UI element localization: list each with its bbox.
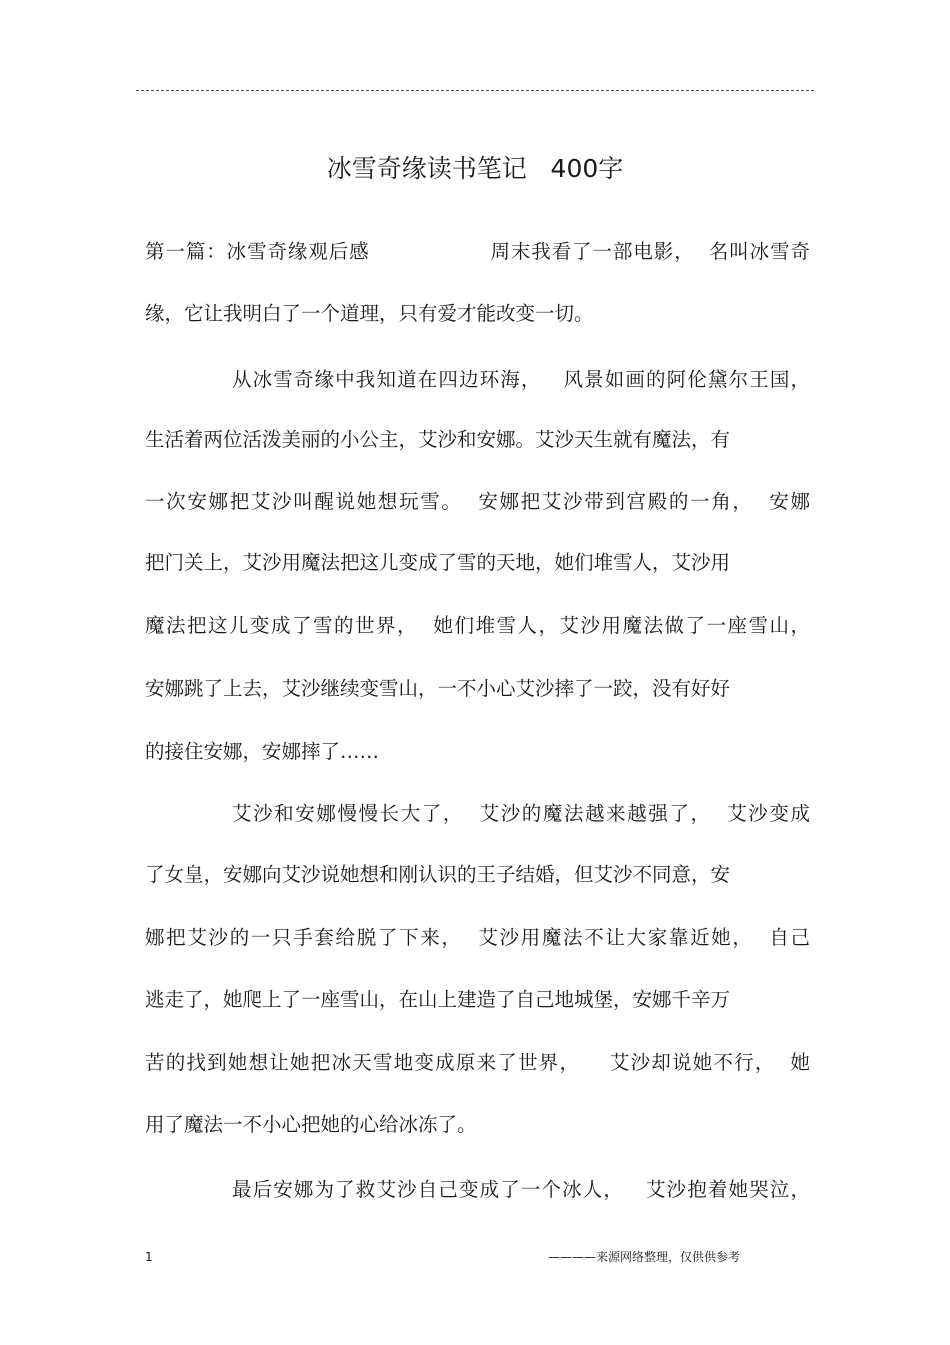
body-line-12: 娜把艾沙的一只手套给脱了下来， 艾沙用魔法不让大家靠近她， 自己 [145, 926, 810, 949]
page-number: 1 [145, 1250, 153, 1264]
footer-source-note: ————来源网络整理，仅供供参考 [548, 1250, 741, 1264]
body-line-13: 逃走了，她爬上了一座雪山，在山上建造了自己地城堡，安娜千辛万 [145, 988, 731, 1011]
body-line-7: 魔法把这儿变成了雪的世界， 她们堆雪人，艾沙用魔法做了一座雪山， [145, 614, 810, 637]
header-dashed-rule [136, 90, 814, 91]
body-line-3: 从冰雪奇缘中我知道在四边环海， 风景如画的阿伦黛尔王国， [232, 368, 810, 391]
body-line-5: 一次安娜把艾沙叫醒说她想玩雪。 安娜把艾沙带到宫殿的一角， 安娜 [145, 490, 810, 513]
body-line-4: 生活着两位活泼美丽的小公主，艾沙和安娜。艾沙天生就有魔法，有 [145, 428, 731, 451]
body-line-2: 缘，它让我明白了一个道理，只有爱才能改变一切。 [145, 302, 594, 325]
body-line-16: 最后安娜为了救艾沙自己变成了一个冰人， 艾沙抱着她哭泣， [232, 1178, 810, 1201]
body-line-15: 用了魔法一不小心把她的心给冰冻了。 [145, 1113, 477, 1136]
document-title: 冰雪奇缘读书笔记 400字 [326, 154, 624, 183]
body-line-6: 把门关上，艾沙用魔法把这儿变成了雪的天地，她们堆雪人，艾沙用 [145, 551, 731, 574]
body-line-1: 第一篇：冰雪奇缘观后感 周末我看了一部电影， 名叫冰雪奇 [145, 240, 810, 263]
body-line-9: 的接住安娜，安娜摔了…… [145, 740, 380, 763]
body-line-14: 苦的找到她想让她把冰天雪地变成原来了世界， 艾沙却说她不行， 她 [145, 1051, 810, 1074]
body-line-8: 安娜跳了上去，艾沙继续变雪山，一不小心艾沙摔了一跤，没有好好 [145, 677, 731, 700]
body-line-11: 了女皇，安娜向艾沙说她想和刚认识的王子结婚，但艾沙不同意，安 [145, 863, 731, 886]
body-line-10: 艾沙和安娜慢慢长大了， 艾沙的魔法越来越强了， 艾沙变成 [232, 802, 810, 825]
